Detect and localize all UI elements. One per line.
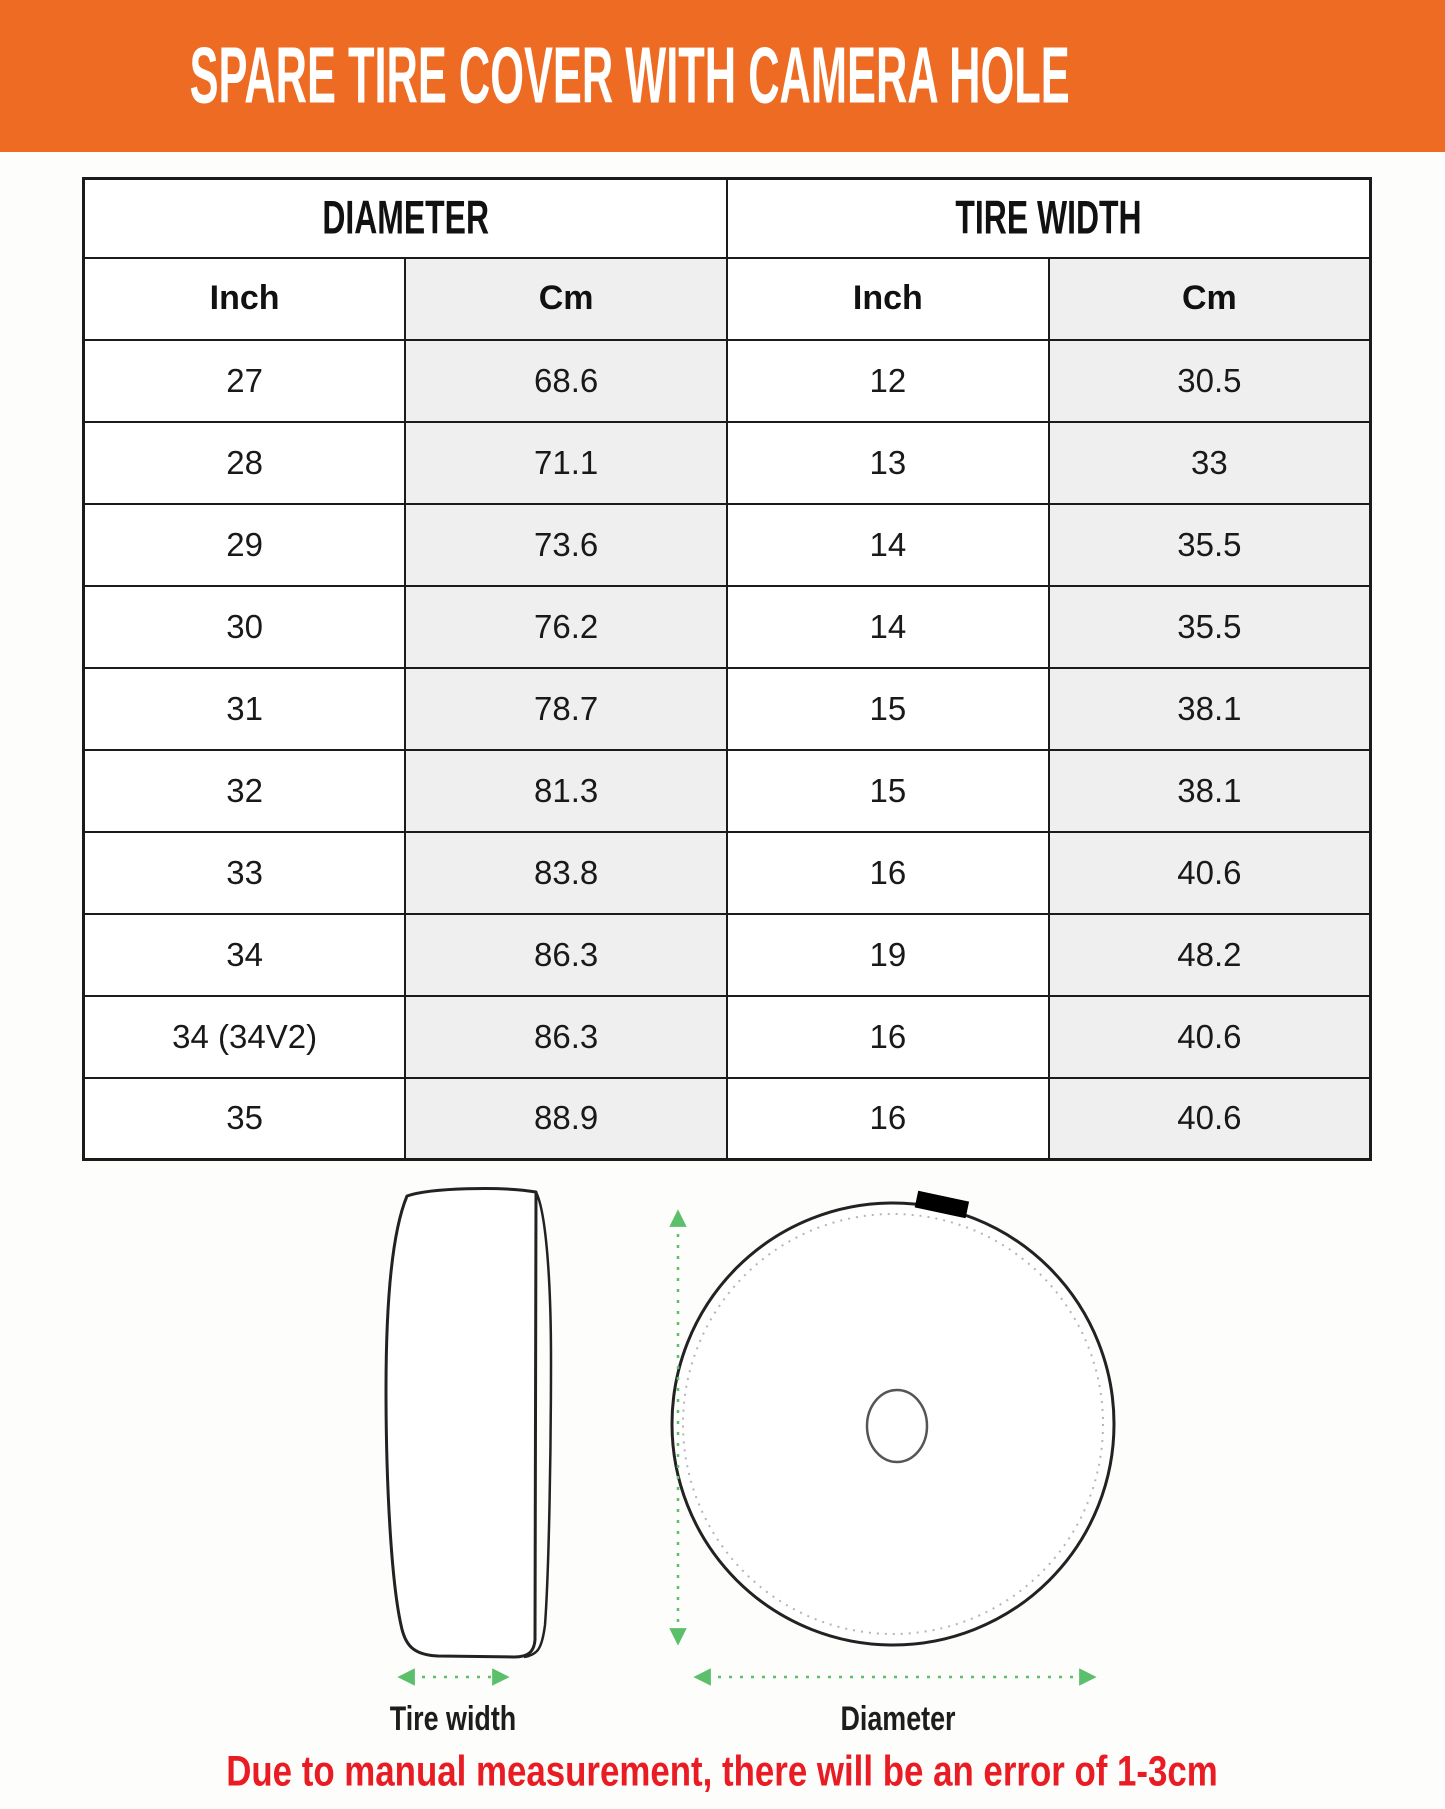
table-cell: 15 [727, 750, 1049, 832]
table-cell: 27 [84, 340, 406, 422]
table-cell: 76.2 [405, 586, 727, 668]
table-cell: 30.5 [1049, 340, 1371, 422]
width-cm-header: Cm [1049, 258, 1371, 340]
table-row [84, 668, 1371, 750]
table-row [84, 422, 1371, 504]
table-cell: 16 [727, 832, 1049, 914]
table-cell: 40.6 [1049, 996, 1371, 1078]
table-cell: 12 [727, 340, 1049, 422]
table-cell: 48.2 [1049, 914, 1371, 996]
table-cell: 86.3 [405, 996, 727, 1078]
table-cell: 88.9 [405, 1078, 727, 1160]
tire-width-label: Tire width [389, 1698, 517, 1738]
table-cell: 68.6 [405, 340, 727, 422]
table-cell: 35 [84, 1078, 406, 1160]
tire-side-view [386, 1189, 551, 1657]
table-group-header-row [84, 179, 1371, 258]
diameter-inch-header: Inch [84, 258, 406, 340]
table-cell: 40.6 [1049, 832, 1371, 914]
table-cell: 19 [727, 914, 1049, 996]
width-inch-header: Inch [727, 258, 1049, 340]
table-cell: 31 [84, 668, 406, 750]
table-cell: 83.8 [405, 832, 727, 914]
table-cell: 28 [84, 422, 406, 504]
size-table [82, 177, 1372, 1161]
table-row [84, 504, 1371, 586]
table-cell: 33 [1049, 422, 1371, 504]
table-cell: 35.5 [1049, 504, 1371, 586]
table-row [84, 586, 1371, 668]
table-cell: 78.7 [405, 668, 727, 750]
table-cell: 34 (34V2) [84, 996, 406, 1078]
diameter-cm-header: Cm [405, 258, 727, 340]
table-cell: 16 [727, 996, 1049, 1078]
table-cell: 13 [727, 422, 1049, 504]
diameter-group-header: DIAMETER [84, 179, 728, 258]
tire-side-outline [386, 1189, 536, 1657]
table-cell: 86.3 [405, 914, 727, 996]
table-row [84, 1078, 1371, 1160]
tire-width-group-header: TIRE WIDTH [727, 179, 1371, 258]
diameter-label: Diameter [840, 1698, 956, 1738]
table-row [84, 832, 1371, 914]
table-row [84, 996, 1371, 1078]
table-cell: 30 [84, 586, 406, 668]
camera-hole [867, 1390, 927, 1462]
table-cell: 29 [84, 504, 406, 586]
table-cell: 14 [727, 504, 1049, 586]
table-row [84, 750, 1371, 832]
table-row [84, 340, 1371, 422]
table-row [84, 914, 1371, 996]
table-cell: 35.5 [1049, 586, 1371, 668]
table-cell: 14 [727, 586, 1049, 668]
tire-diagram [0, 1150, 1445, 1710]
table-subheader-row [84, 258, 1371, 340]
header-banner-inner [0, 0, 1260, 152]
table-cell: 38.1 [1049, 750, 1371, 832]
table-cell: 33 [84, 832, 406, 914]
table-cell: 73.6 [405, 504, 727, 586]
table-cell: 40.6 [1049, 1078, 1371, 1160]
header-banner [0, 0, 1445, 152]
table-cell: 32 [84, 750, 406, 832]
table-cell: 16 [727, 1078, 1049, 1160]
page-title: SPARE TIRE COVER WITH CAMERA HOLE [189, 31, 1071, 121]
table-cell: 34 [84, 914, 406, 996]
table-cell: 15 [727, 668, 1049, 750]
table-cell: 71.1 [405, 422, 727, 504]
table-cell: 38.1 [1049, 668, 1371, 750]
measurement-error-note: Due to manual measurement, there will be an error of 1-3cm [226, 1746, 1218, 1796]
table-cell: 81.3 [405, 750, 727, 832]
tire-front-view [672, 1191, 1114, 1645]
